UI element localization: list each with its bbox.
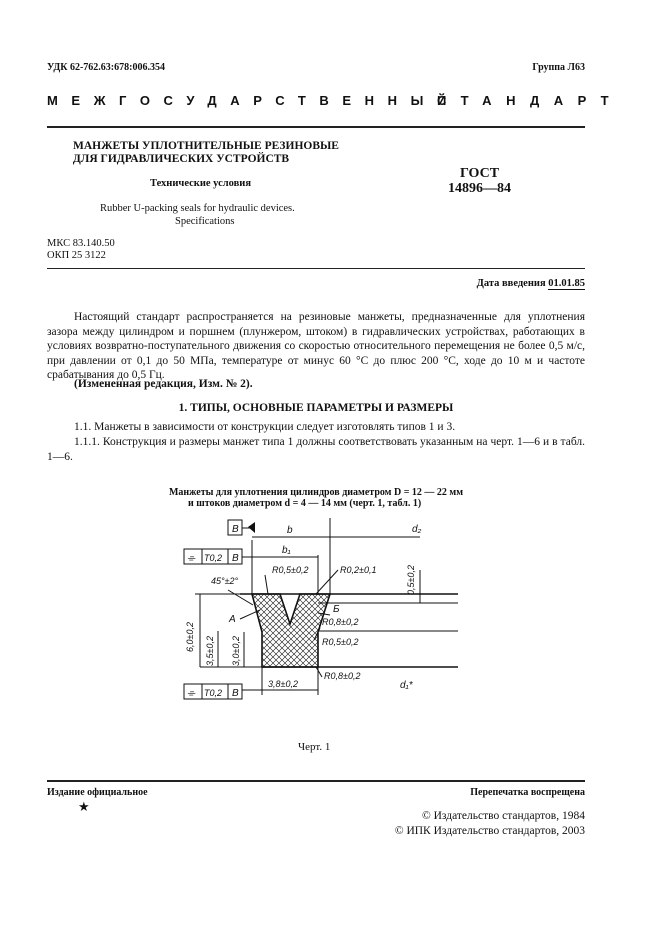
dim-h30-text: 3,0±0,2	[231, 636, 241, 666]
figure-caption-line2: и штоков диаметром d = 4 — 14 мм (черт. 1, табл. 1)	[188, 498, 422, 509]
dim-d1-text: d₁*	[400, 680, 413, 691]
intro-date-value: 01.01.85	[548, 278, 585, 289]
dim-h60-text: 6,0±0,2	[185, 622, 195, 652]
frame-t-top: T0,2	[204, 553, 223, 563]
title-ru-sub: Технические условия	[150, 178, 252, 189]
copyright-1984: © Издательство стандартов, 1984	[421, 810, 585, 822]
gost-number: 14896—84	[448, 181, 511, 196]
frame-sym-bot: ⌯	[187, 688, 195, 699]
frame-b-top: B	[232, 524, 239, 535]
dim-t05-text: 0,5±0,2	[406, 565, 416, 595]
title-ru-line2: ДЛЯ ГИДРАВЛИЧЕСКИХ УСТРОЙСТВ	[72, 153, 290, 165]
interstate-label: МЕЖГОСУДАРСТВЕННЫЙ	[47, 93, 460, 108]
dim-r08b-text: R0,8±0,2	[324, 671, 361, 681]
section-1-heading: 1. ТИПЫ, ОСНОВНЫЕ ПАРАМЕТРЫ И РАЗМЕРЫ	[178, 402, 454, 414]
intro-date-label: Дата введения	[476, 278, 546, 289]
dim-b1-text: b₁	[282, 545, 291, 556]
udk-code: УДК 62-762.63:678:006.354	[47, 62, 165, 73]
frame-b-mid: B	[232, 553, 239, 564]
frame-sym-top: ⌯	[187, 553, 195, 564]
dim-h35-text: 3,5±0,2	[205, 636, 215, 666]
dim-d2-text: d₂	[412, 524, 422, 535]
datum-triangle	[248, 522, 255, 533]
label-bb: Б	[333, 604, 340, 615]
frame-t-bot: T0,2	[204, 688, 223, 698]
intro-paragraph: Настоящий стандарт распространяется на резиновые манжеты, предназначенные для уплотнения зазора между цилиндром и поршнем (плунжером, штоком) в гидравлических устройствах, работающих в условиях возвратно-поступательного движения со скоростью относительного перемещения не более 0,5 м/с, при давлении от 0,1 до 50 МПа, температуре от минус 60 °С до плюс 200 °С, ходе до 10 м и частоте срабатывания до 0,5 Гц.	[47, 311, 585, 381]
dim-b-text: b	[287, 525, 293, 536]
dim-angle-text: 45°±2°	[211, 576, 239, 586]
official-edition: Издание официальное	[47, 787, 148, 798]
dim-w38-text: 3,8±0,2	[268, 679, 298, 689]
dim-r05-text: R0,5±0,2	[272, 565, 309, 575]
leader-r02	[316, 570, 338, 594]
label-a: А	[229, 614, 236, 625]
title-en-line1: Rubber U-packing seals for hydraulic devices.	[100, 203, 295, 214]
leader-r05	[265, 575, 268, 594]
dim-r05b-text: R0,5±0,2	[322, 637, 359, 647]
reprint-notice: Перепечатка воспрещена	[470, 787, 585, 798]
gost-label: ГОСТ	[460, 166, 500, 181]
clause-1-1-1: 1.1.1. Конструкция и размеры манжет типа 1 должны соответствовать указанным на черт. 1—6 и в табл. 1—6.	[47, 436, 585, 463]
copyright-2003: © ИПК Издательство стандартов, 2003	[394, 825, 585, 837]
figure-caption-line1: Манжеты для уплотнения цилиндров диаметром D = 12 — 22 мм	[168, 487, 464, 498]
figure-label: Черт. 1	[298, 741, 331, 753]
leader-angle	[228, 590, 253, 605]
amendment-note: (Измененная редакция, Изм. № 2).	[74, 378, 253, 390]
leader-r08b	[316, 667, 322, 677]
frame-b-bot: B	[232, 688, 239, 699]
clause-1-1: 1.1. Манжеты в зависимости от конструкции следует изготовлять типов 1 и 3.	[74, 421, 456, 433]
title-ru-line1: МАНЖЕТЫ УПЛОТНИТЕЛЬНЫЕ РЕЗИНОВЫЕ	[73, 140, 339, 152]
dim-r02-text: R0,2±0,1	[340, 565, 377, 575]
mks-code: МКС 83.140.50	[47, 238, 115, 249]
dim-r08a-text: R0,8±0,2	[322, 617, 359, 627]
group-code: Группа Л63	[532, 62, 585, 73]
star-icon: ★	[78, 799, 90, 814]
okp-code: ОКП 25 3122	[47, 250, 106, 261]
standard-label: СТАНДАРТ	[437, 93, 624, 108]
title-en-line2: Specifications	[175, 216, 235, 227]
footer-rule	[47, 780, 585, 782]
